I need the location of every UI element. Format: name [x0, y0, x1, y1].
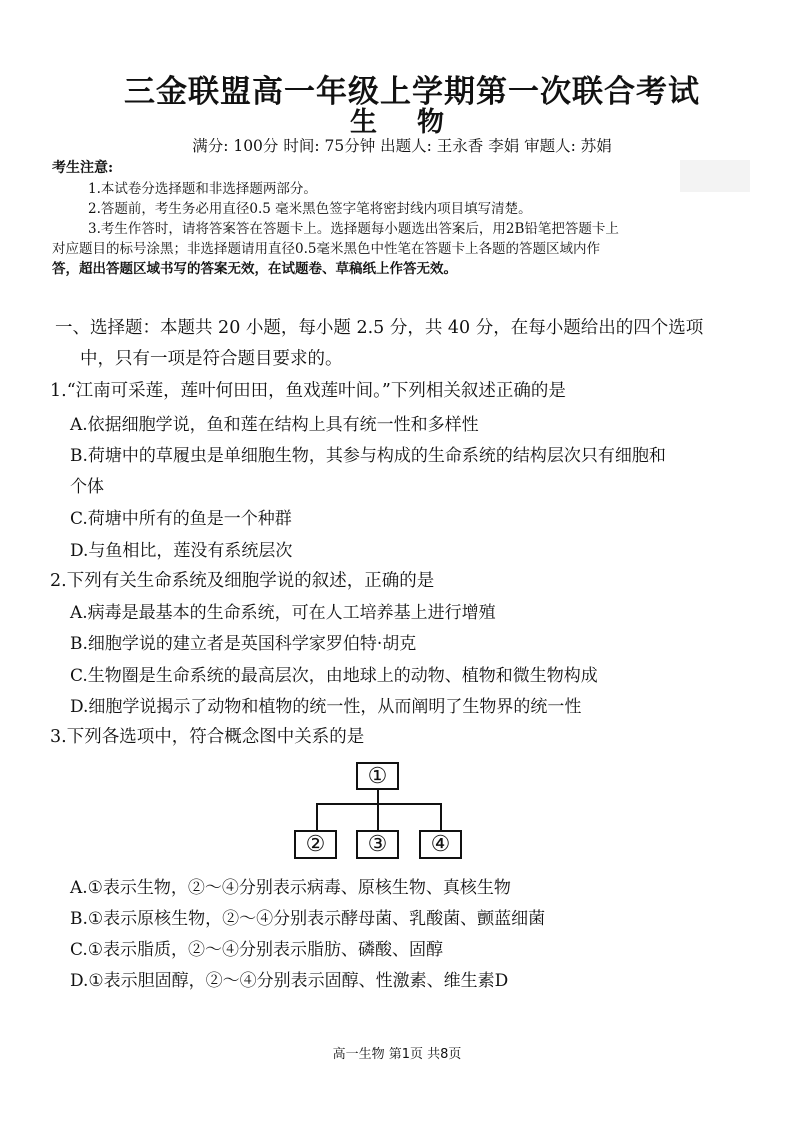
exam-title: 三金联盟高一年级上学期第一次联合考试 [124, 74, 700, 110]
question-option: A.病毒是最基本的生命系统，可在人工培养基上进行增殖 [70, 603, 496, 623]
diagram-node-1: ① [356, 762, 399, 790]
diagram-connector [440, 803, 442, 830]
question-stem: 3.下列各选项中，符合概念图中关系的是 [50, 727, 365, 747]
notice-item: 对应题目的标号涂黑；非选择题请用直径0.5毫米黑色中性笔在答题卡上各题的答题区域内作 [52, 241, 600, 257]
notice-heading: 考生注意: [52, 160, 114, 176]
question-option: B.荷塘中的草履虫是单细胞生物，其参与构成的生命系统的结构层次只有细胞和 [70, 446, 666, 466]
diagram-connector [377, 790, 379, 804]
question-option: B.细胞学说的建立者是英国科学家罗伯特·胡克 [70, 634, 417, 654]
question-option: C.荷塘中所有的鱼是一个种群 [70, 509, 292, 529]
scan-artifact [680, 160, 750, 192]
question-option: D.与鱼相比，莲没有系统层次 [70, 541, 293, 561]
question-option: D.①表示胆固醇，②～④分别表示固醇、性激素、维生素D [70, 971, 509, 991]
question-option: C.①表示脂质，②～④分别表示脂肪、磷酸、固醇 [70, 940, 444, 960]
question-option: A.依据细胞学说，鱼和莲在结构上具有统一性和多样性 [70, 415, 479, 435]
diagram-node-4: ④ [419, 830, 462, 859]
section-heading: 一、选择题：本题共 20 小题，每小题 2.5 分，共 40 分，在每小题给出的四个选项 [55, 318, 704, 338]
subject-title: 生物 [350, 107, 484, 138]
notice-item: 3.考生作答时，请将答案答在答题卡上。选择题每小题选出答案后，用2B铅笔把答题卡上 [88, 221, 619, 237]
question-option: C.生物圈是生命系统的最高层次，由地球上的动物、植物和微生物构成 [70, 666, 598, 686]
question-option-cont: 个体 [70, 477, 104, 497]
diagram-connector [316, 803, 442, 805]
diagram-connector [377, 803, 379, 830]
notice-item: 1.本试卷分选择题和非选择题两部分。 [88, 181, 317, 197]
question-option: A.①表示生物，②～④分别表示病毒、原核生物、真核生物 [70, 878, 511, 898]
diagram-node-2: ② [294, 830, 337, 859]
notice-item-bold: 答，超出答题区域书写的答案无效，在试题卷、草稿纸上作答无效。 [52, 261, 457, 277]
page-footer: 高一生物 第1页 共8页 [332, 1047, 462, 1062]
exam-meta: 满分: 100分 时间: 75分钟 出题人: 王永香 李娟 审题人: 苏娟 [192, 137, 612, 155]
question-option: B.①表示原核生物，②～④分别表示酵母菌、乳酸菌、颤蓝细菌 [70, 909, 546, 929]
question-option: D.细胞学说揭示了动物和植物的统一性，从而阐明了生物界的统一性 [70, 697, 582, 717]
section-heading-cont: 中，只有一项是符合题目要求的。 [80, 349, 343, 369]
question-stem: 2.下列有关生命系统及细胞学说的叙述，正确的是 [50, 571, 435, 591]
diagram-connector [316, 803, 318, 830]
question-stem: 1.“江南可采莲，莲叶何田田，鱼戏莲叶间。”下列相关叙述正确的是 [50, 381, 566, 401]
diagram-node-3: ③ [356, 830, 399, 859]
notice-item: 2.答题前，考生务必用直径0.5 毫米黑色签字笔将密封线内项目填写清楚。 [88, 201, 532, 217]
